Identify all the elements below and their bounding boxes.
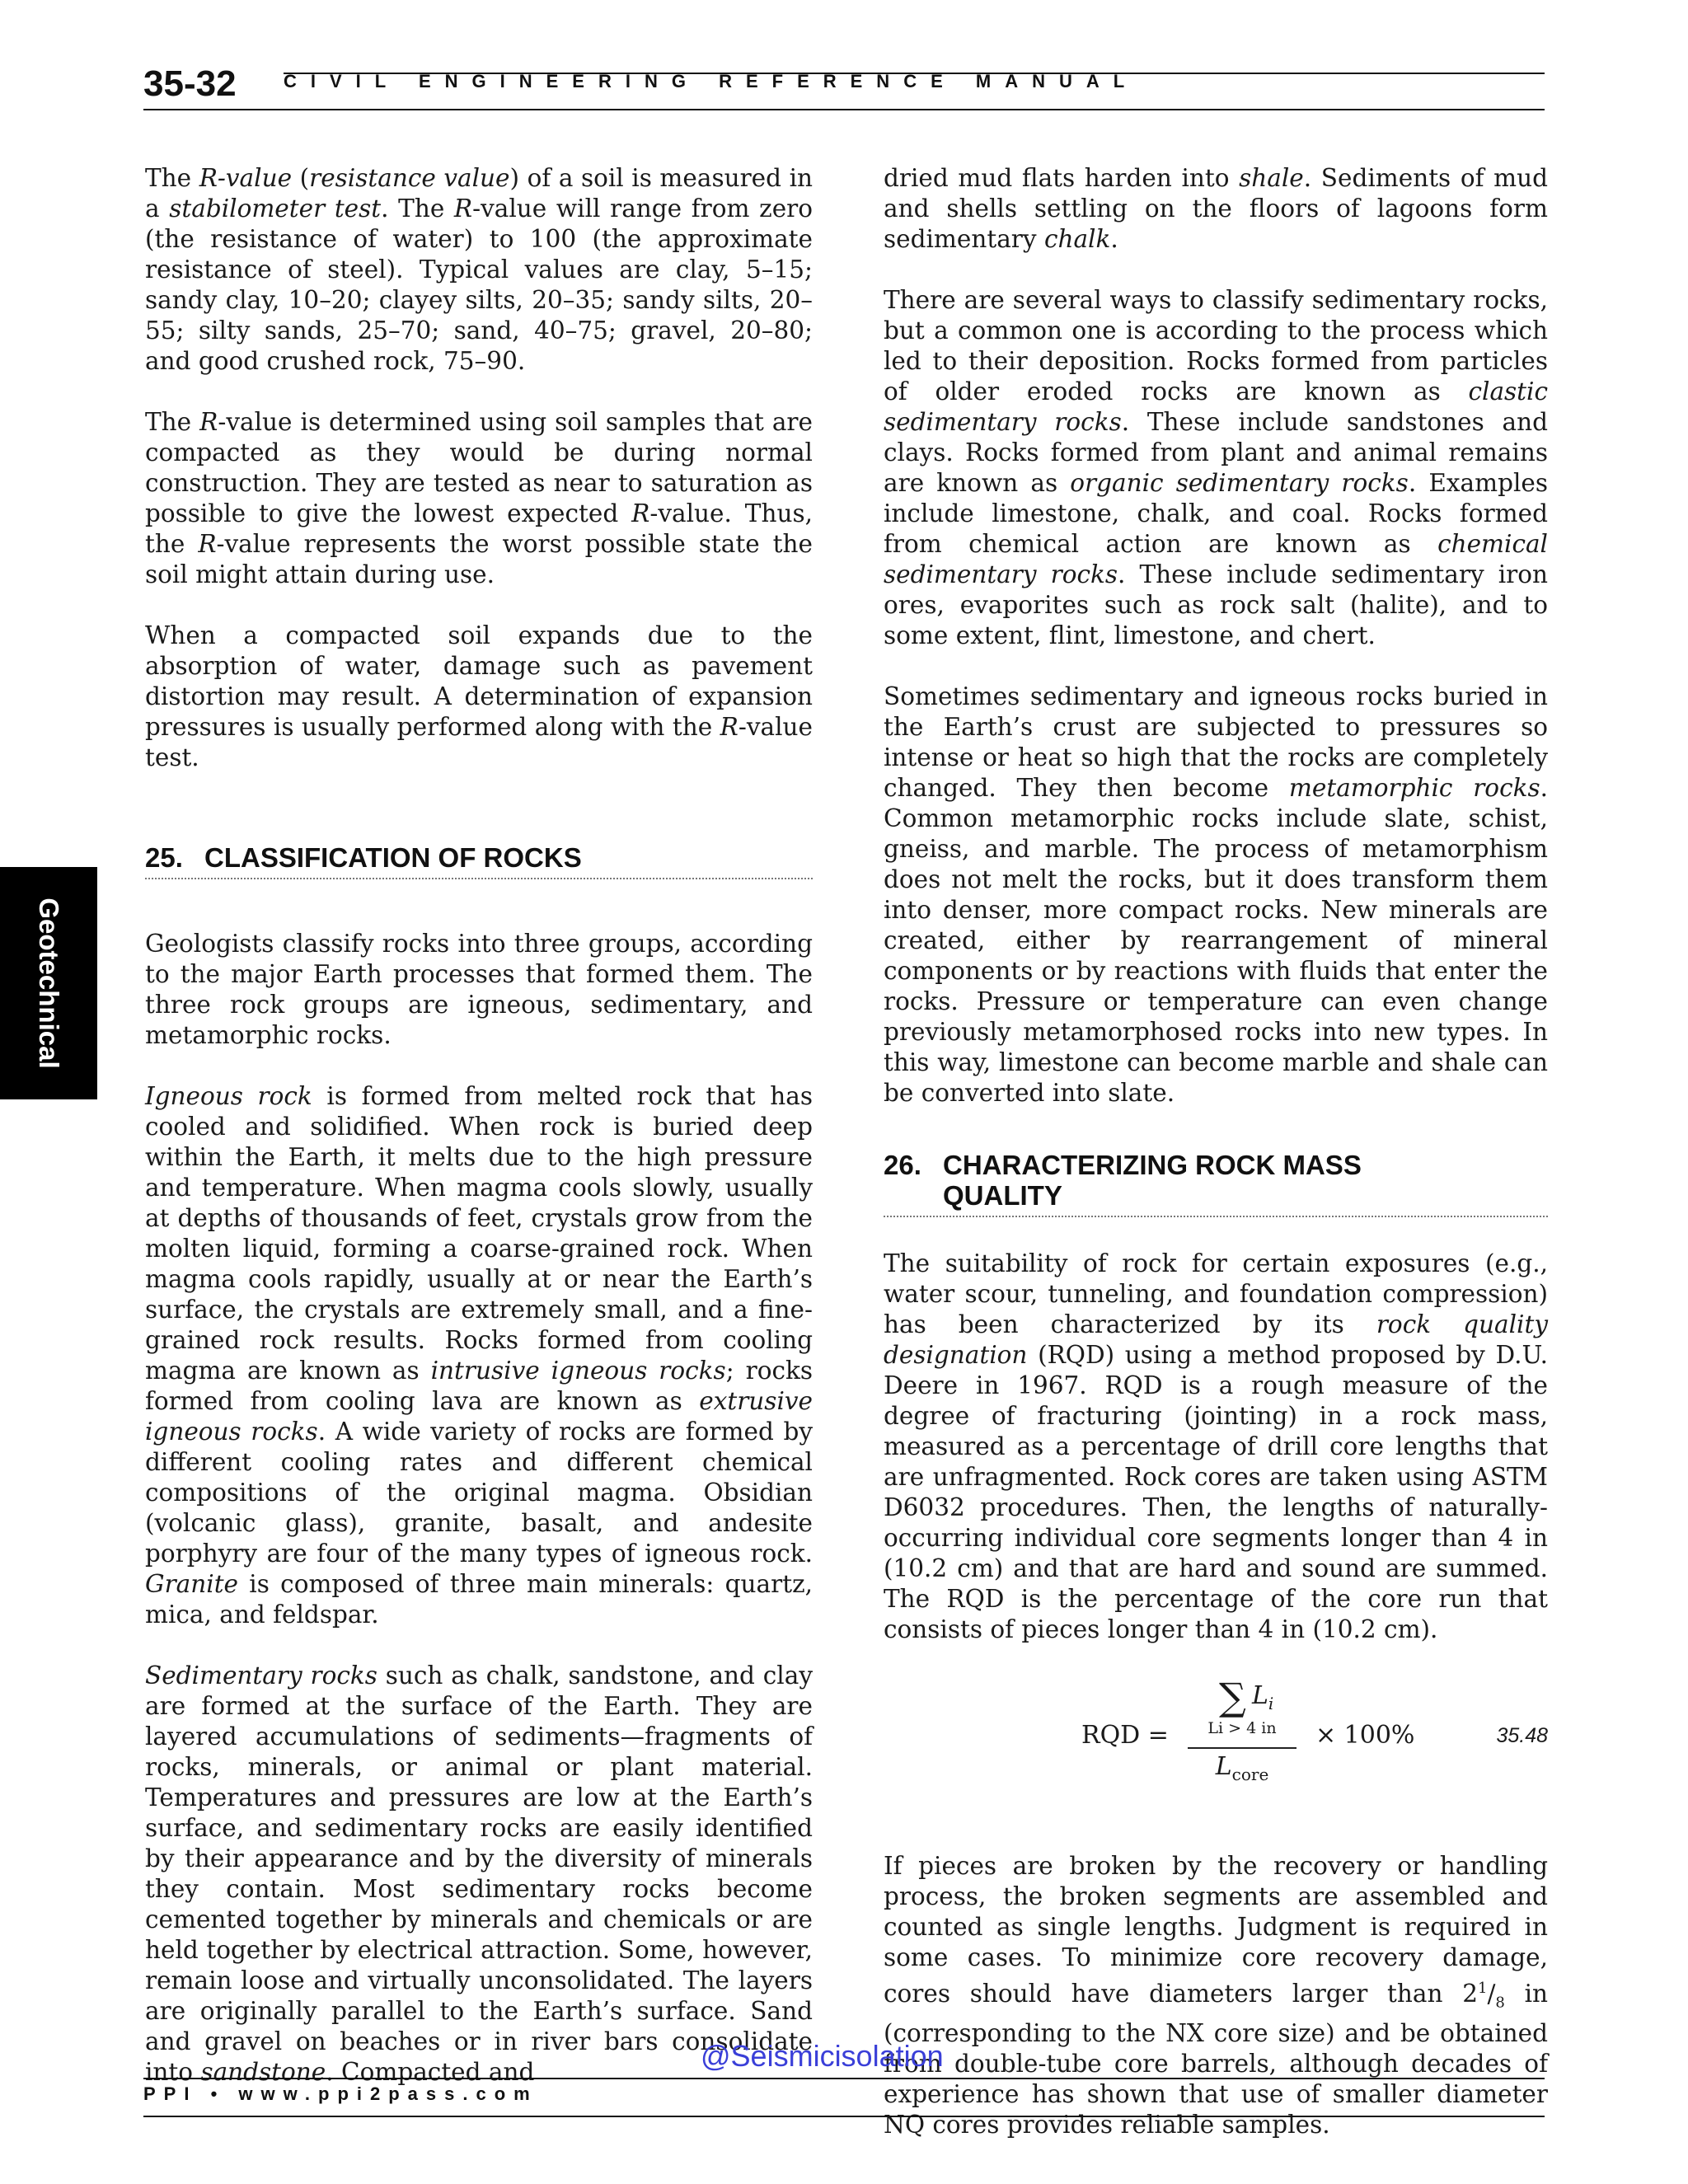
page-header: [143, 61, 1545, 110]
page-number: 35-32: [143, 63, 237, 104]
paragraph-rqd: The suitability of rock for certain exposures (e.g., water scour, tunneling, and foundation compression) has been characterized by its rock quality designation (RQD) using a method proposed by D.U. Deere in 1967. RQD is a rough measure of the degree of fracturing (jointing) in a rock mass, measured as a percentage of drill core lengths that are unfragmented. Rock cores are taken using ASTM D6032 procedures. Then, the lengths of naturally-occurring individual core segments longer than 4 in (10.2 cm) and that are hard and sound are summed. The RQD is the percentage of the core run that consists of pieces longer than 4 in (10.2 cm).: [884, 1249, 1549, 1643]
section-26-heading: [884, 1150, 1548, 1217]
numerator-term: $L_i$: [1252, 1681, 1274, 1713]
right-column: [884, 162, 1548, 2140]
footer-publisher: PPI • www.ppi2pass.com: [143, 2083, 538, 2104]
watermark-text: @Seismicisolation: [701, 2039, 944, 2073]
section-26-number: 26.: [884, 1150, 921, 1180]
paragraph-sedimentary: Sedimentary rocks such as chalk, sandstone, and clay are formed at the surface of the Earth. They are layered accumulations of sediments—fragments of rocks, minerals, or animal or plant material. Temperatures and pressures are low at the Earth’s surface, and sedimentary rocks are easily identified by their appearance and by the diversity of minerals they contain. Most sedimentary rocks become cemented together by minerals and chemicals or are held together by electrical attraction. Some, however, remain loose and virtually unconsolidated. The layers are originally parallel to the Earth’s surface. Sand and gravel on beaches or in river bars consolidate into sandstone. Compacted and: [145, 1661, 813, 2086]
footer-rule-top: [143, 2078, 1545, 2079]
footer-rule-bottom: [143, 2116, 1545, 2117]
equation-fraction: [1176, 1676, 1308, 1784]
side-tab-label: Geotechnical: [34, 898, 64, 1069]
paragraph-rock-groups: Geologists classify rocks into three groups, according to the major Earth processes that formed them. The three rock groups are igneous, sedimentary, and metamorphic rocks.: [145, 930, 813, 1049]
paragraph-shale-chalk: dried mud flats harden into shale. Sediments of mud and shells settling on the floors of lagoons form sedimentary chalk.: [884, 164, 1548, 253]
manual-title: CIVIL ENGINEERING REFERENCE MANUAL: [284, 71, 1139, 91]
summation-symbol: ∑: [1219, 1675, 1246, 1719]
section-26-title-line2: QUALITY: [943, 1180, 1062, 1211]
summation-condition: Li > 4 in: [1207, 1719, 1277, 1737]
paragraph-sedimentary-classification: There are several ways to classify sedimentary rocks, but a common one is according to the process which led to their deposition. Rocks formed from particles of older eroded rocks are known as clastic sedimentary rocks. These include sandstones and clays. Rocks formed from plant and animal remains are known as organic sedimentary rocks. Examples include limestone, chalk, and coal. Rocks formed from chemical action are known as chemical sedimentary rocks. These include sedimentary iron ores, evaporites such as rock salt (halite), and to some extent, flint, limestone, and chert.: [884, 286, 1548, 649]
paragraph-r-value-samples: The R-value is determined using soil samples that are compacted as they would be during normal construction. They are tested as near to saturation as possible to give the lowest expected R-value. Thus, the R-value represents the worst possible state the soil might attain during use.: [145, 408, 813, 588]
paragraph-igneous: Igneous rock is formed from melted rock that has cooled and solidified. When rock is buried deep within the Earth, it melts due to the high pressure and temperature. When magma cools slowly, usually at depths of thousands of feet, crystals grow from the molten liquid, forming a coarse-grained rock. When magma cools rapidly, usually at or near the Earth’s surface, the crystals are extremely small, and a fine-grained rock results. Rocks formed from cooling magma are known as intrusive igneous rocks; rocks formed from cooling lava are known as extrusive igneous rocks. A wide variety of rocks are formed by different cooling rates and different chemical compositions of the original magma. Obsidian (volcanic glass), granite, basalt, and andesite porphyry are four of the many types of igneous rock. Granite is composed of three main minerals: quartz, mica, and feldspar.: [145, 1082, 814, 1629]
paragraph-core-recovery: If pieces are broken by the recovery or handling process, the broken segments are assembled and counted as single lengths. Judgment is required in some cases. To minimize core recovery damage, cores should have diameters larger than $2^1/_8$ in (corresponding to the NX core size) and be obtained from double-tube core barrels, although decades of experience has shown that use of smaller diameter NQ cores provides reliable samples.: [884, 1852, 1549, 2139]
header-rule-bottom: [143, 109, 1545, 110]
paragraph-expansion: When a compacted soil expands due to the absorption of water, damage such as pavement distortion may result. A determination of expansion pressures is usually performed along with the R-value test.: [145, 621, 813, 771]
left-column: [145, 162, 813, 2088]
denominator-term: $L_{core}$: [1215, 1752, 1269, 1784]
paragraph-r-value: The R-value (resistance value) of a soil is measured in a stabilometer test. The R-value will range from zero (the resistance of water) to 100 (the approximate resistance of steel). Typical values are clay, 5–15; sandy clay, 10–20; clayey silts, 20–35; sandy silts, 20–55; silty sands, 25–70; sand, 40–75; gravel, 20–80; and good crushed rock, 75–90.: [145, 164, 814, 375]
section-25-title: CLASSIFICATION OF ROCKS: [204, 842, 582, 873]
section-side-tab: [0, 867, 97, 1099]
section-25-heading: [145, 842, 813, 879]
rqd-equation: [884, 1676, 1548, 1800]
section-26-title-line1: CHARACTERIZING ROCK MASS: [943, 1150, 1362, 1180]
equation-rhs: × 100%: [1315, 1721, 1415, 1750]
paragraph-metamorphic: Sometimes sedimentary and igneous rocks buried in the Earth’s crust are subjected to pressures so intense or heat so high that the rocks are completely changed. They then become metamorphic rocks. Common metamorphic rocks include slate, schist, gneiss, and marble. The process of metamorphism does not melt the rocks, but it does transform them into denser, more compact rocks. New minerals are created, either by rearrangement of mineral components or by reactions with fluids that enter the rocks. Pressure or temperature can even change previously metamorphosed rocks into new types. In this way, limestone can become marble and shale can be converted into slate.: [884, 682, 1548, 1107]
equation-lhs: RQD =: [1081, 1721, 1169, 1750]
equation-number: 35.48: [1496, 1724, 1548, 1747]
section-25-number: 25.: [145, 842, 183, 873]
